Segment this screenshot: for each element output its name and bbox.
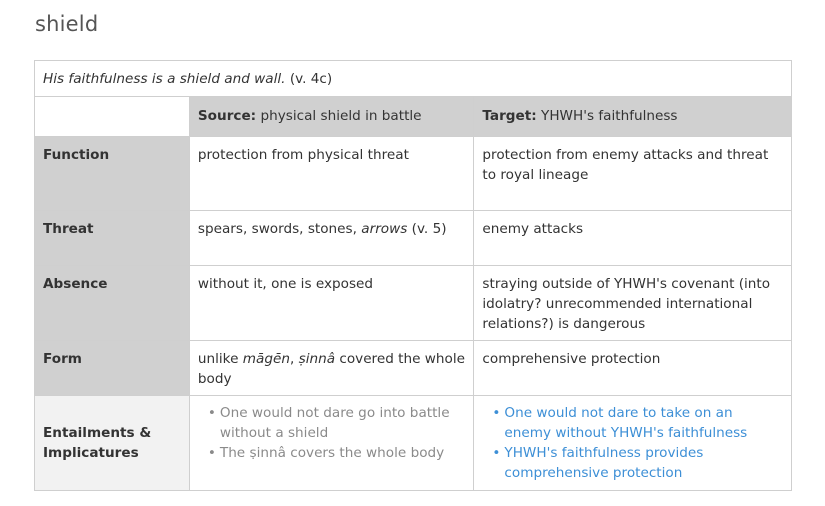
row-label-form: Form [35,341,190,396]
bullet-icon: • [492,445,501,461]
absence-source-cell: without it, one is exposed [189,266,474,341]
table-row [35,137,792,211]
target-header-label: Target: [482,108,537,124]
absence-target-cell: straying outside of YHWH's covenant (into idolatry? unrecommended international relations?) is dangerous [474,266,792,341]
form-source-comma: , [289,351,295,367]
list-item [204,403,466,443]
form-source-cell [189,341,474,396]
list-item [488,443,783,483]
row-label-threat: Threat [35,211,190,266]
entailments-source-cell [189,396,474,491]
form-source-term-1: māgēn [242,351,290,367]
header-row [35,97,792,137]
threat-source-cell [189,211,474,266]
metaphor-table [34,60,792,491]
source-header [189,97,474,137]
bullet-icon: • [492,405,501,421]
bullet-icon: • [207,445,216,461]
row-label-function: Function [35,137,190,211]
threat-source-text: spears, swords, stones, [197,221,357,237]
source-header-text: physical shield in battle [260,108,422,124]
form-source-post: covered the whole body [197,351,465,387]
page-title: shield [35,12,99,36]
caption-row [35,61,792,97]
list-item [488,403,783,443]
caption-ref: (v. 4c) [289,71,333,87]
row-label-absence: Absence [35,266,190,341]
list-item-text: One would not dare to take on an enemy without YHWH's faithfulness [504,405,748,441]
bullet-icon: • [207,405,216,421]
header-empty-cell [35,97,190,137]
function-source-cell: protection from physical threat [189,137,474,211]
form-source-pre: unlike [197,351,239,367]
threat-source-ref: (v. 5) [411,221,447,237]
target-header-text: YHWH's faithfulness [541,108,678,124]
table-row [35,396,792,491]
caption-cell [35,61,792,97]
entailments-target-cell [474,396,792,491]
list-item-text: YHWH's faithfulness provides comprehensive protection [504,445,704,481]
form-target-cell: comprehensive protection [474,341,792,396]
caption-quote: His faithfulness is a shield and wall. [43,71,286,87]
entailments-source-list [204,403,466,463]
list-item [204,443,466,463]
target-header [474,97,792,137]
row-label-entailments: Entailments & Implicatures [35,396,190,491]
table-row [35,211,792,266]
function-target-cell: protection from enemy attacks and threat to royal lineage [474,137,792,211]
threat-source-emphasis: arrows [361,221,408,237]
list-item-text: The ṣinnâ covers the whole body [219,445,445,461]
list-item-text: One would not dare go into battle without a shield [219,405,450,441]
table-row [35,266,792,341]
entailments-target-list [488,403,783,483]
table-row [35,341,792,396]
form-source-term-2: ṣinnâ [298,351,336,367]
threat-target-cell: enemy attacks [474,211,792,266]
source-header-label: Source: [197,108,257,124]
